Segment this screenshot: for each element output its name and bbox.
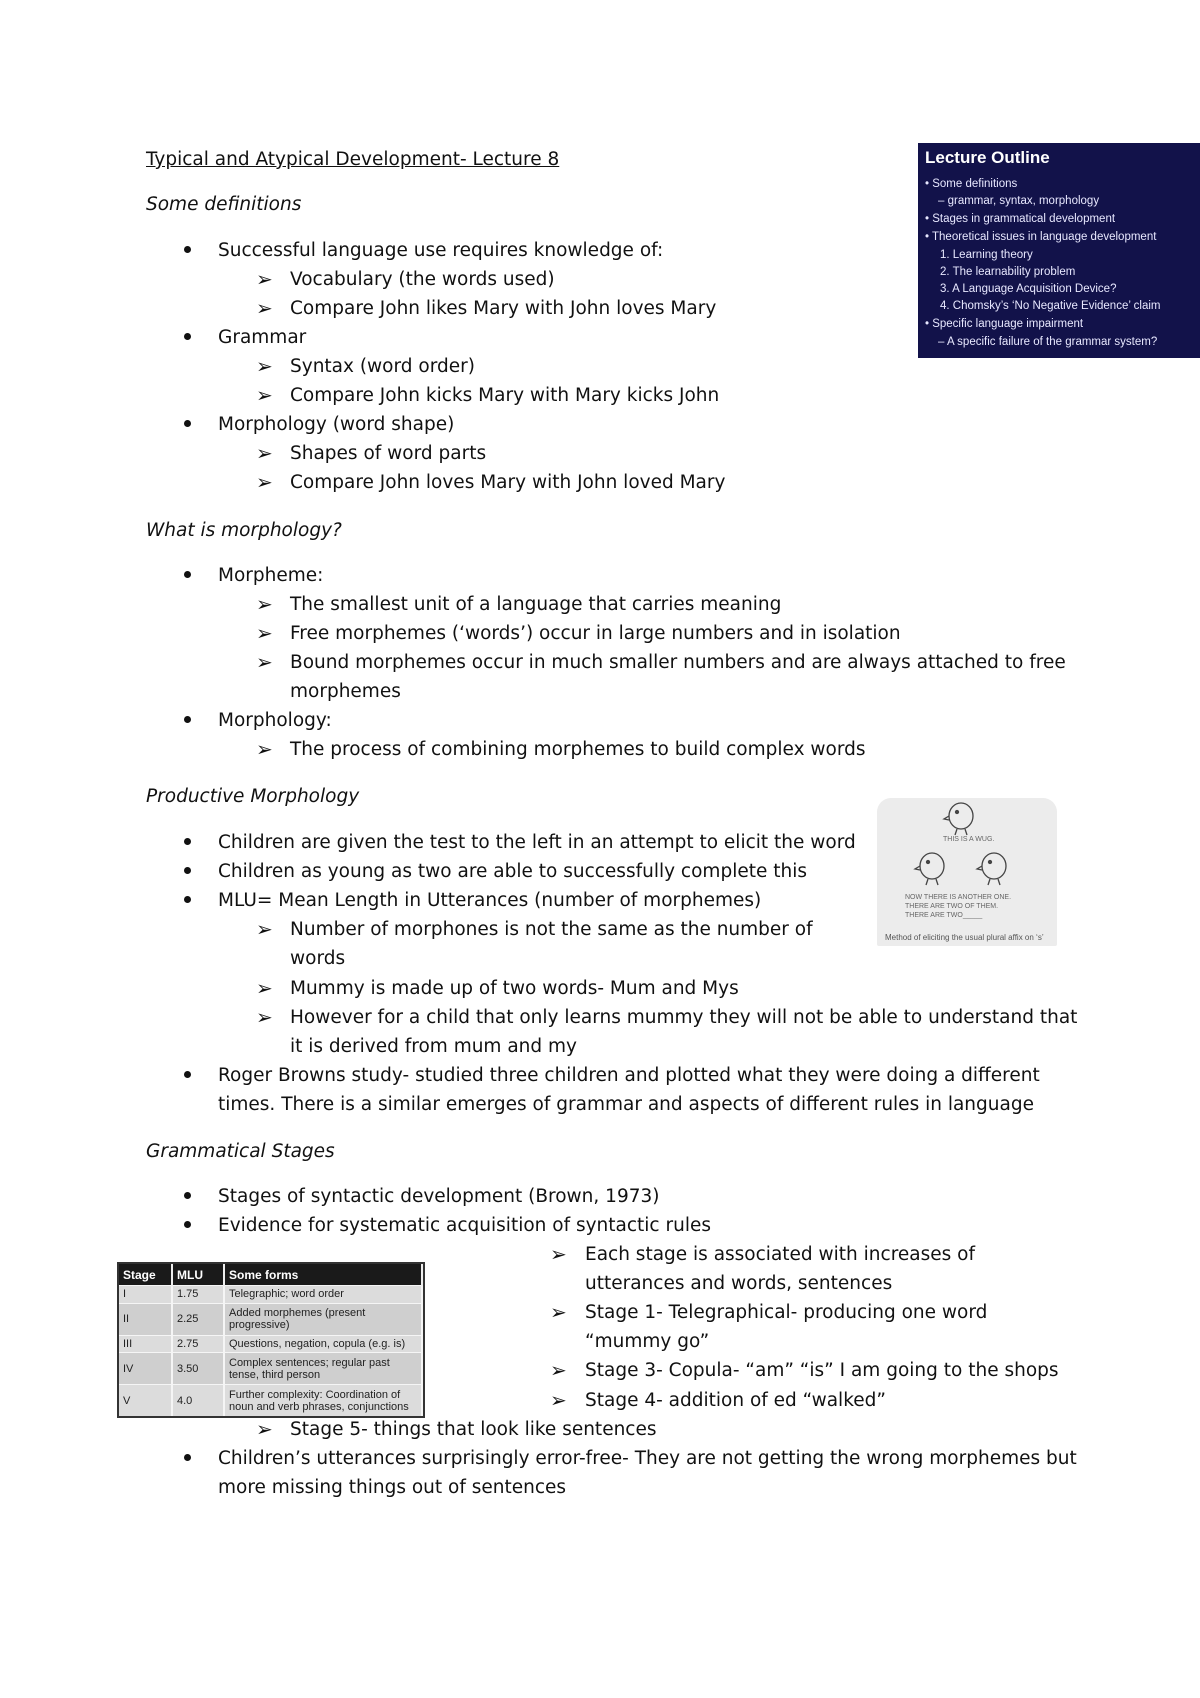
list-item: Morpheme: [218, 565, 324, 586]
list-item: Compare John kicks Mary with Mary kicks John [290, 385, 720, 406]
list-item-continuation: times. There is a similar emerges of grammar and aspects of different rules in language [218, 1094, 1034, 1115]
bullet-dot [184, 1192, 191, 1199]
arrow-bullet-icon: ➢ [256, 621, 273, 645]
list-item: Successful language use requires knowledge of: [218, 240, 664, 261]
list-item: Compare John likes Mary with John loves Mary [290, 298, 717, 319]
list-item: The smallest unit of a language that carries meaning [290, 594, 782, 615]
figure-text: THERE ARE TWO_____ [905, 912, 983, 919]
list-item: MLU= Mean Length in Utterances (number of morphemes) [218, 890, 762, 911]
table-row [119, 1303, 422, 1335]
arrow-bullet-icon: ➢ [256, 1417, 273, 1441]
list-item: Bound morphemes occur in much smaller numbers and are always attached to free [290, 652, 1066, 673]
table-row [119, 1353, 422, 1385]
list-item-continuation: morphemes [290, 681, 401, 702]
list-item: Grammar [218, 327, 307, 348]
table-row [119, 1385, 422, 1416]
list-item: Children are given the test to the left in an attempt to elicit the word [218, 832, 856, 853]
arrow-bullet-icon: ➢ [256, 296, 273, 320]
arrow-bullet-icon: ➢ [256, 737, 273, 761]
arrow-bullet-icon: ➢ [256, 592, 273, 616]
figure-text: NOW THERE IS ANOTHER ONE. [905, 894, 1012, 901]
column-header: Some forms [224, 1264, 422, 1286]
list-item: Children’s utterances surprisingly error-free- They are not getting the wrong morphemes but [218, 1448, 1077, 1469]
section-heading: Some definitions [146, 194, 302, 215]
arrow-bullet-icon: ➢ [256, 1005, 273, 1029]
outline-item: 2. The learnability problem [940, 266, 1076, 278]
list-item-continuation: more missing things out of sentences [218, 1477, 567, 1498]
list-item: Stage 4- addition of ed “walked” [585, 1390, 886, 1411]
list-item: However for a child that only learns mummy they will not be able to understand that [290, 1007, 1078, 1028]
table-header-row [119, 1264, 422, 1286]
outline-item: – grammar, syntax, morphology [938, 195, 1100, 207]
arrow-bullet-icon: ➢ [256, 441, 273, 465]
list-item: Evidence for systematic acquisition of syntactic rules [218, 1215, 711, 1236]
table-cell: I [119, 1286, 172, 1304]
list-item-continuation: words [290, 948, 346, 969]
bullet-dot [184, 333, 191, 340]
arrow-bullet-icon: ➢ [550, 1358, 567, 1382]
arrow-bullet-icon: ➢ [256, 354, 273, 378]
column-header: Stage [119, 1264, 172, 1286]
list-item: Roger Browns study- studied three children and plotted what they were doing a different [218, 1065, 1040, 1086]
list-item: Stage 1- Telegraphical- producing one word [585, 1302, 988, 1323]
list-item: The process of combining morphemes to build complex words [290, 739, 866, 760]
bullet-dot [184, 838, 191, 845]
list-item: Stages of syntactic development (Brown, 1973) [218, 1186, 660, 1207]
arrow-bullet-icon: ➢ [256, 976, 273, 1000]
figure-text: THIS IS A WUG. [943, 836, 995, 843]
outline-item: – A specific failure of the grammar system? [938, 336, 1158, 348]
arrow-bullet-icon: ➢ [550, 1388, 567, 1412]
outline-title: Lecture Outline [925, 148, 1050, 167]
outline-item: 3. A Language Acquisition Device? [940, 283, 1117, 295]
bullet-dot [184, 571, 191, 578]
list-item: Stage 3- Copula- “am” “is” I am going to the shops [585, 1360, 1059, 1381]
table-cell: Telegraphic; word order [224, 1286, 422, 1304]
table-cell: II [119, 1303, 172, 1335]
outline-item: • Specific language impairment [925, 318, 1084, 330]
table-cell: IV [119, 1353, 172, 1385]
bullet-dot [184, 246, 191, 253]
table-cell: 1.75 [172, 1286, 224, 1304]
arrow-bullet-icon: ➢ [256, 470, 273, 494]
bullet-dot [184, 716, 191, 723]
bullet-dot [184, 1221, 191, 1228]
stage-table [117, 1262, 425, 1418]
list-item: Morphology: [218, 710, 332, 731]
list-item: Stage 5- things that look like sentences [290, 1419, 657, 1440]
list-item: Number of morphones is not the same as the number of [290, 919, 813, 940]
list-item: Children as young as two are able to successfully complete this [218, 861, 807, 882]
arrow-bullet-icon: ➢ [256, 383, 273, 407]
list-item-continuation: utterances and words, sentences [585, 1273, 893, 1294]
list-item: Syntax (word order) [290, 356, 475, 377]
table-cell: III [119, 1335, 172, 1353]
table-row [119, 1335, 422, 1353]
list-item: Shapes of word parts [290, 443, 487, 464]
list-item: Free morphemes (‘words’) occur in large numbers and in isolation [290, 623, 901, 644]
outline-item: 4. Chomsky’s ‘No Negative Evidence’ claim [940, 300, 1161, 312]
section-heading: Productive Morphology [146, 786, 360, 807]
table-cell: Further complexity: Coordination of noun and verb phrases, conjunctions [224, 1385, 422, 1416]
bullet-dot [184, 896, 191, 903]
outline-item: • Theoretical issues in language development [925, 231, 1157, 243]
list-item: Compare John loves Mary with John loved Mary [290, 472, 726, 493]
table-cell: Added morphemes (present progressive) [224, 1303, 422, 1335]
arrow-bullet-icon: ➢ [256, 650, 273, 674]
list-item: Mummy is made up of two words- Mum and Mys [290, 978, 739, 999]
table-cell: 2.25 [172, 1303, 224, 1335]
figure-caption: Method of eliciting the usual plural affix on ‘s’ [885, 933, 1044, 942]
arrow-bullet-icon: ➢ [550, 1242, 567, 1266]
bird-drawings [877, 798, 1057, 946]
table-cell: 4.0 [172, 1385, 224, 1416]
table-cell: 3.50 [172, 1353, 224, 1385]
bullet-dot [184, 867, 191, 874]
arrow-bullet-icon: ➢ [256, 917, 273, 941]
list-item: Morphology (word shape) [218, 414, 455, 435]
section-heading: What is morphology? [146, 520, 342, 541]
table-cell: 2.75 [172, 1335, 224, 1353]
figure-text: THERE ARE TWO OF THEM. [905, 903, 999, 910]
table-row [119, 1286, 422, 1304]
table-cell: V [119, 1385, 172, 1416]
page-title: Typical and Atypical Development- Lecture 8 [146, 149, 560, 170]
section-heading: Grammatical Stages [146, 1141, 335, 1162]
outline-item: • Some definitions [925, 178, 1018, 190]
wug-test-figure [877, 798, 1057, 946]
list-item-continuation: it is derived from mum and my [290, 1036, 577, 1057]
list-item-continuation: “mummy go” [585, 1331, 710, 1352]
outline-item: • Stages in grammatical development [925, 213, 1116, 225]
outline-item: 1. Learning theory [940, 249, 1033, 261]
column-header: MLU [172, 1264, 224, 1286]
bullet-dot [184, 1071, 191, 1078]
lecture-outline-slide [918, 143, 1200, 358]
bullet-dot [184, 420, 191, 427]
table-cell: Complex sentences; regular past tense, third person [224, 1353, 422, 1385]
bullet-dot [184, 1454, 191, 1461]
arrow-bullet-icon: ➢ [550, 1300, 567, 1324]
list-item: Vocabulary (the words used) [290, 269, 555, 290]
table-cell: Questions, negation, copula (e.g. is) [224, 1335, 422, 1353]
list-item: Each stage is associated with increases of [585, 1244, 975, 1265]
arrow-bullet-icon: ➢ [256, 267, 273, 291]
